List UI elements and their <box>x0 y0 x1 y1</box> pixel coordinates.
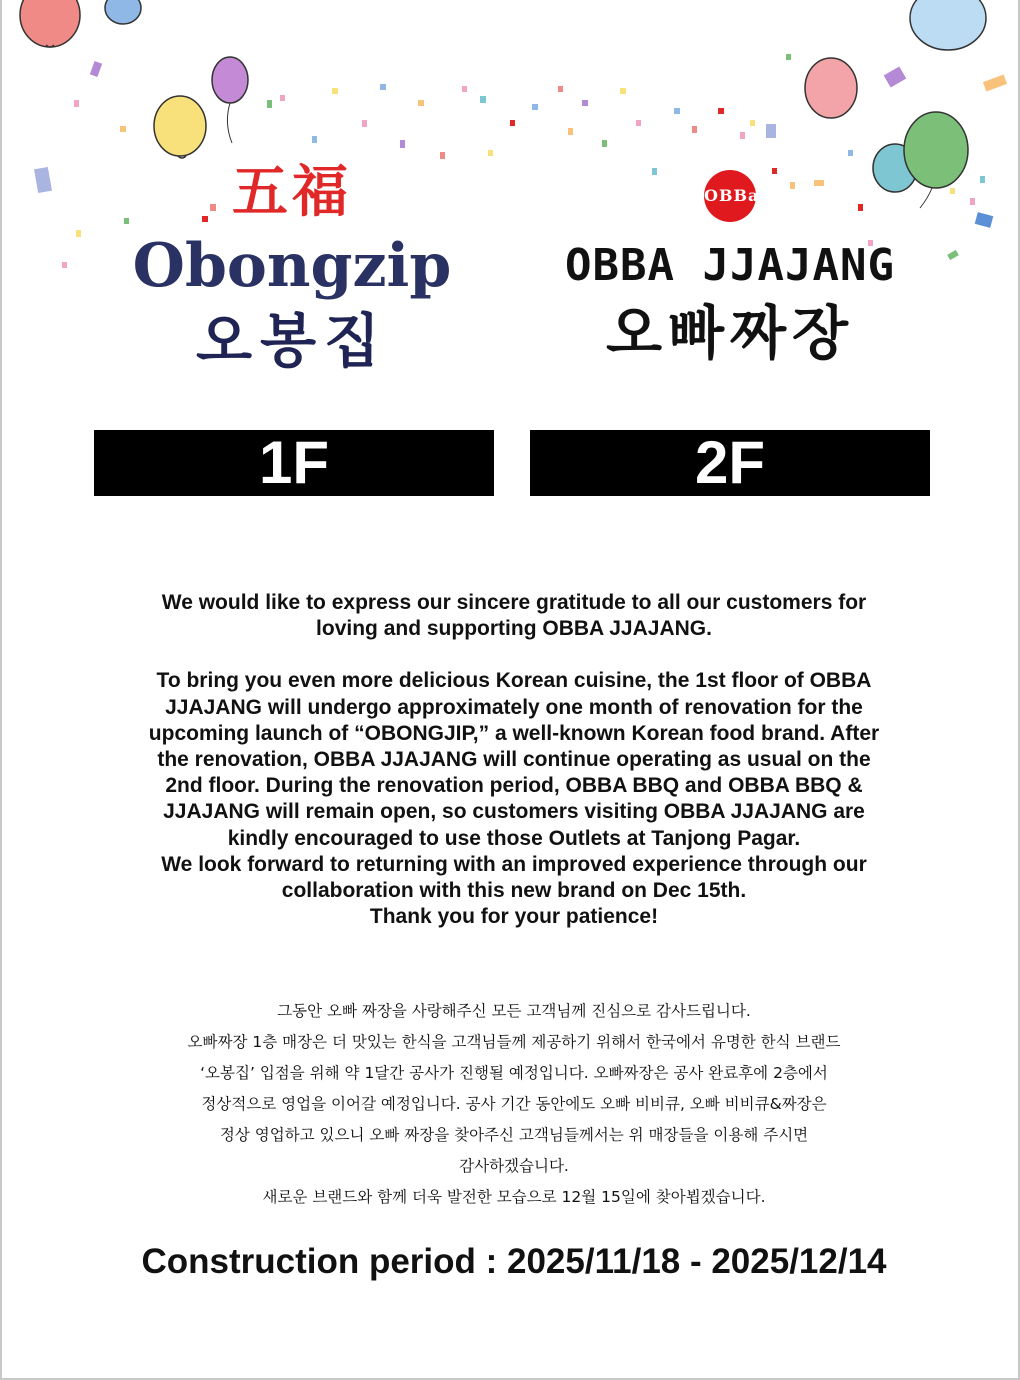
obongzip-name-en: Obongzip <box>132 231 452 301</box>
notice-en-return: We look forward to returning with an improved experience through our collaboration with this new brand on Dec 15th. <box>161 852 867 903</box>
notice-english <box>142 590 886 930</box>
balloon-icon <box>20 0 80 47</box>
floor-label-2f: 2F <box>530 430 930 496</box>
balloon-icon <box>154 96 206 158</box>
notice-ko-line: 그동안 오빠 짜장을 사랑해주신 모든 고객님께 진심으로 감사드립니다. <box>277 1002 751 1020</box>
floor-label-1f: 1F <box>94 430 494 496</box>
obba-jjajang-logo <box>530 170 930 370</box>
obongzip-name-ko: 오봉집 <box>195 307 389 375</box>
notice-ko-line: 오빠짜장 1층 매장은 더 맛있는 한식을 고객님들께 제공하기 위해서 한국에서 유명한 한식 브랜드 <box>187 1033 841 1051</box>
notice-ko-line: 정상적으로 영업을 이어갈 예정입니다. 공사 기간 동안에도 오빠 비비큐, 오빠 비비큐&짜장은 <box>201 1095 827 1113</box>
obba-name-ko: 오빠짜장 <box>605 299 855 367</box>
notice-ko-line: 정상 영업하고 있으니 오빠 짜장을 찾아주신 고객님들께서는 위 매장들을 이용해 주시면 <box>219 1126 809 1144</box>
construction-period: Construction period : 2025/11/18 - 2025/12/14 <box>141 1242 887 1281</box>
obba-logo-badge: OBBa <box>704 170 756 222</box>
notice-en-renovation: To bring you even more delicious Korean cuisine, the 1st floor of OBBA JJAJANG will undergo approximately one month of renovation for the upcoming launch of “OBONGJIP,” a well-known Korean food brand. After the renovation, OBBA JJAJANG will continue operating as usual on the 2nd floor. During the renovation period, OBBA BBQ and OBBA BBQ & JJAJANG will remain open, so customers visiting OBBA JJAJANG are kindly encouraged to use those Outlets at Tanjong Pagar. <box>148 669 880 850</box>
notice-en-gratitude: We would like to express our sincere gratitude to all our customers for loving and supporting OBBA JJAJANG. <box>161 591 867 641</box>
balloon-icon <box>910 0 986 50</box>
notice-ko-line: 감사하겠습니다. <box>459 1157 569 1175</box>
obongzip-logo <box>92 160 492 378</box>
obongzip-hanja: 五福 <box>232 159 352 225</box>
notice-en-thanks: Thank you for your patience! <box>369 905 659 929</box>
obba-name-en: OBBA JJAJANG <box>565 240 895 291</box>
notice-ko-line: 새로운 브랜드와 함께 더욱 발전한 모습으로 12월 15일에 찾아뵙겠습니다. <box>262 1188 766 1206</box>
notice-ko-line: ‘오봉집’ 입점을 위해 약 1달간 공사가 진행될 예정입니다. 오빠짜장은 공사 완료후에 2층에서 <box>200 1064 828 1082</box>
notice-korean <box>122 996 906 1213</box>
balloon-icon <box>105 0 141 24</box>
balloon-icon <box>212 57 248 143</box>
balloon-icon <box>805 58 857 118</box>
